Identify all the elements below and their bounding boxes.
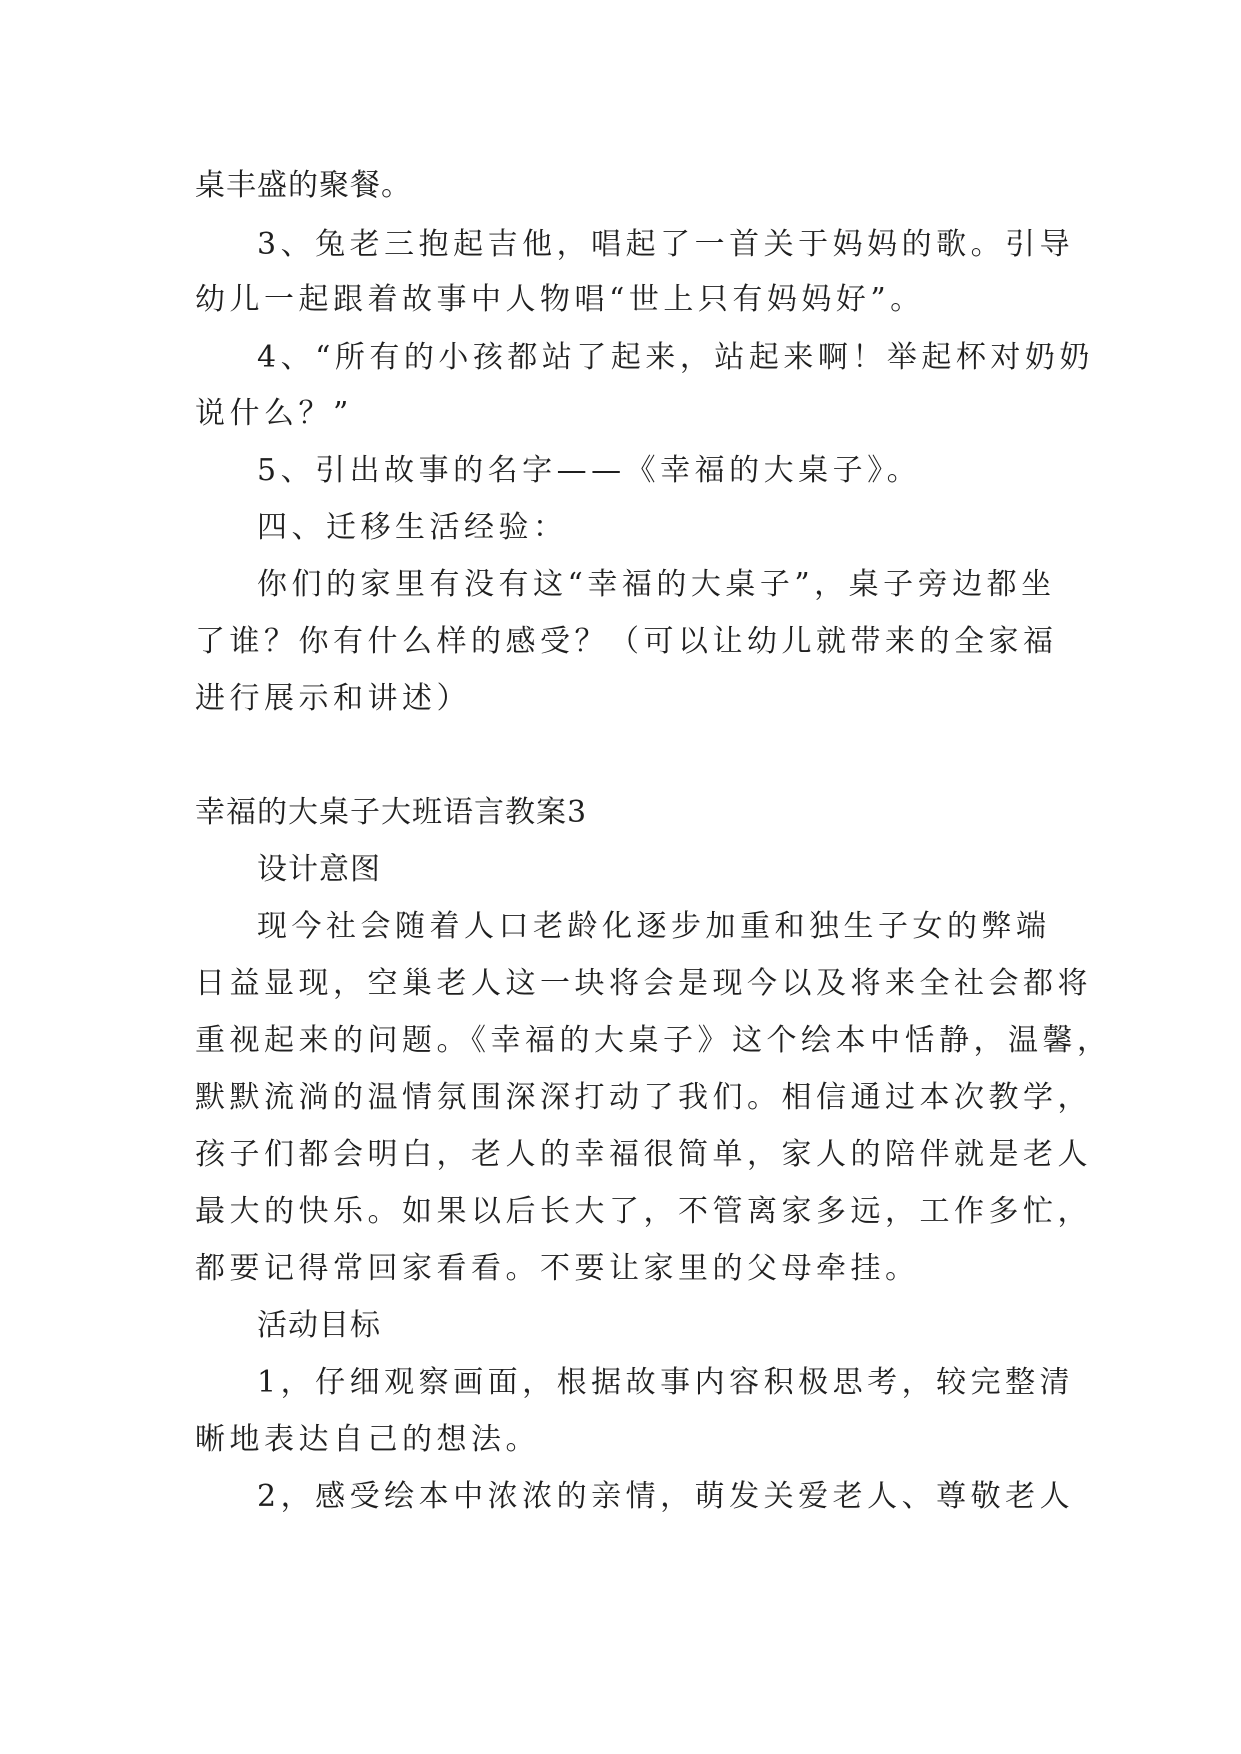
paragraph-line: 都要记得常回家看看。不要让家里的父母牵挂。 xyxy=(195,1251,920,1286)
section-heading: 四、迁移生活经验： xyxy=(257,510,568,545)
paragraph-line: 了谁？你有什么样的感受？（可以让幼儿就带来的全家福 xyxy=(195,624,1058,659)
paragraph-line: 桌丰盛的聚餐。 xyxy=(195,168,412,203)
section-heading: 设计意图 xyxy=(257,852,381,887)
paragraph-line: 5、引出故事的名字——《幸福的大桌子》。 xyxy=(257,453,922,488)
paragraph-line: 最大的快乐。如果以后长大了，不管离家多远，工作多忙， xyxy=(195,1194,1092,1229)
paragraph-line: 晰地表达自己的想法。 xyxy=(195,1422,540,1457)
document-title: 幸福的大桌子大班语言教案3 xyxy=(195,795,588,830)
paragraph-line: 默默流淌的温情氛围深深打动了我们。相信通过本次教学， xyxy=(195,1080,1092,1115)
paragraph-line: 1，仔细观察画面，根据故事内容积极思考，较完整清 xyxy=(257,1365,1075,1400)
paragraph-line: 幼儿一起跟着故事中人物唱“世上只有妈妈好”。 xyxy=(195,282,925,317)
paragraph-line: 现今社会随着人口老龄化逐步加重和独生子女的弊端 xyxy=(257,909,1051,944)
section-heading: 活动目标 xyxy=(257,1308,381,1343)
paragraph-line: 进行展示和讲述） xyxy=(195,681,471,716)
paragraph-line: 4、“所有的小孩都站了起来，站起来啊！举起杯对奶奶 xyxy=(257,340,1094,375)
paragraph-line: 2，感受绘本中浓浓的亲情，萌发关爱老人、尊敬老人 xyxy=(257,1479,1075,1514)
paragraph-line: 3、兔老三抱起吉他，唱起了一首关于妈妈的歌。引导 xyxy=(257,227,1075,262)
paragraph-line: 你们的家里有没有这“幸福的大桌子”，桌子旁边都坐 xyxy=(257,567,1056,602)
paragraph-line: 说什么？” xyxy=(195,396,353,431)
paragraph-line: 日益显现，空巢老人这一块将会是现今以及将来全社会都将 xyxy=(195,966,1092,1001)
paragraph-line: 孩子们都会明白，老人的幸福很简单，家人的陪伴就是老人 xyxy=(195,1137,1092,1172)
paragraph-line: 重视起来的问题。《幸福的大桌子》这个绘本中恬静，温馨， xyxy=(195,1023,1112,1058)
